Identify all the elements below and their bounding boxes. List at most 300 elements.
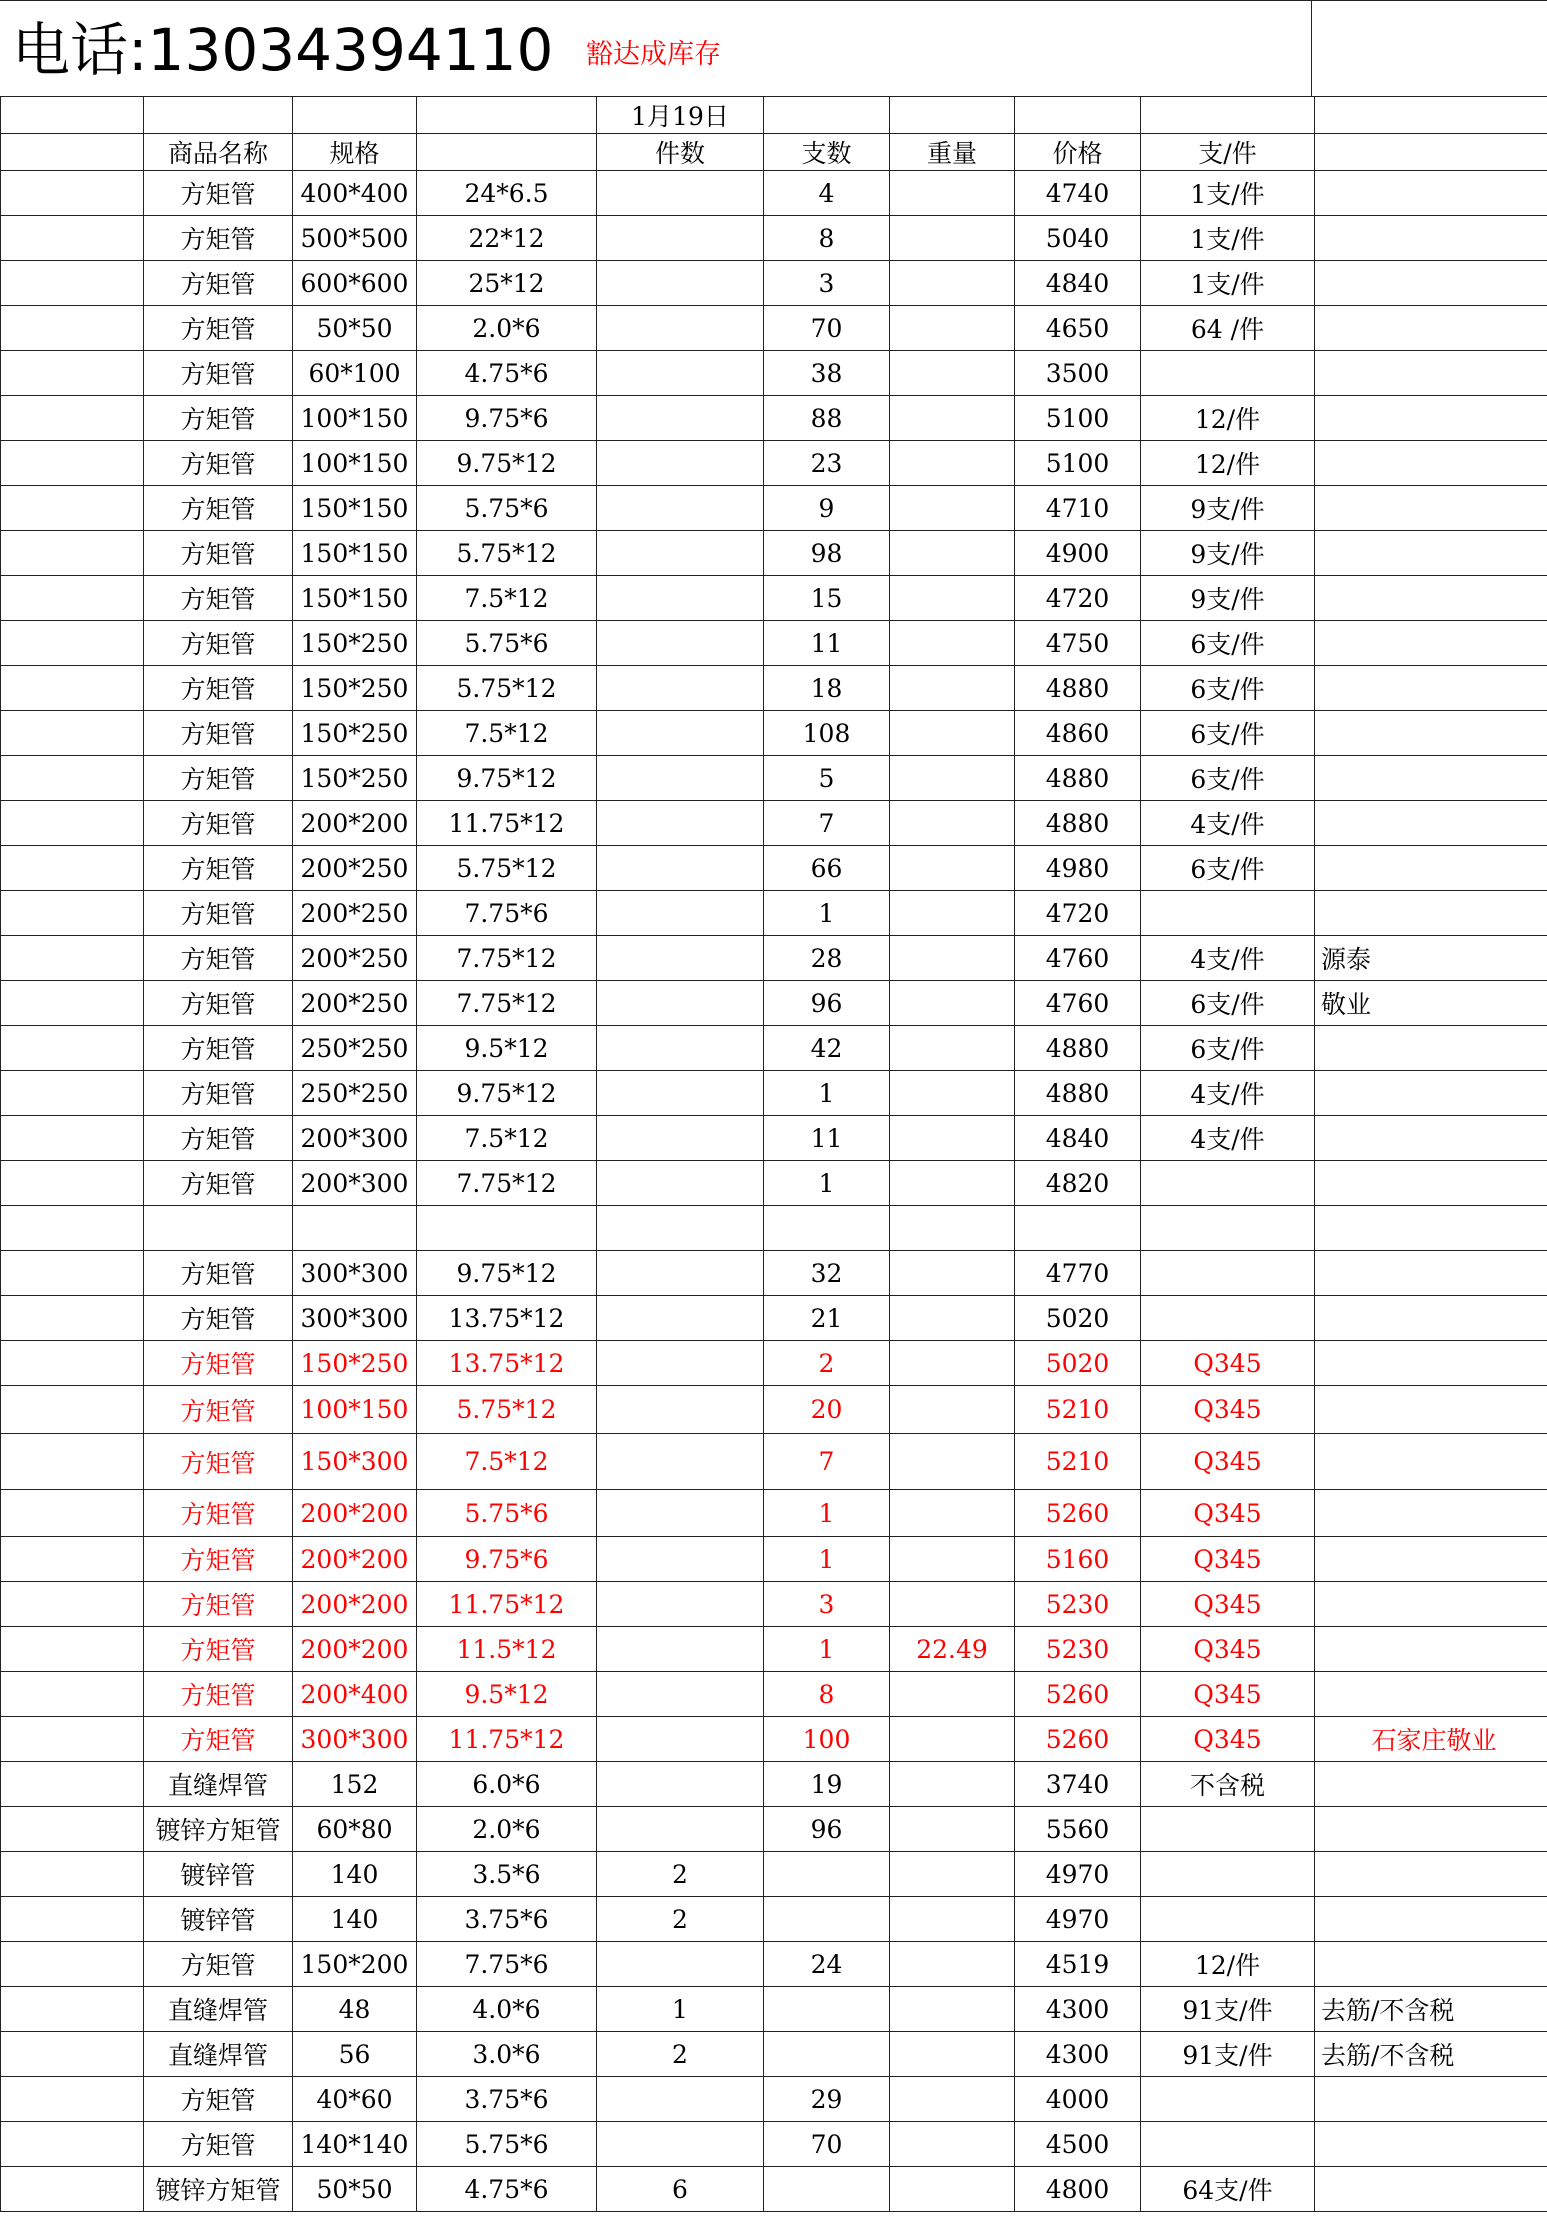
cell-size: 5.75*6 <box>417 2122 597 2167</box>
cell-pieces: 2 <box>597 1897 764 1942</box>
row-blank-cell <box>1 1296 144 1341</box>
cell-size: 11.75*12 <box>417 801 597 846</box>
cell-size: 4.75*6 <box>417 351 597 396</box>
cell-price: 4760 <box>1015 981 1141 1026</box>
row-blank-cell <box>1 666 144 711</box>
cell-note <box>1315 1341 1547 1386</box>
cell-note <box>1315 1582 1547 1627</box>
cell-name: 方矩管 <box>144 1672 293 1717</box>
cell-spec: 100*150 <box>293 441 417 486</box>
cell-count: 20 <box>764 1386 890 1434</box>
row-blank-cell <box>1 1762 144 1807</box>
empty-cell <box>293 97 417 134</box>
cell-per: 6支/件 <box>1141 846 1315 891</box>
table-row <box>1 171 1547 216</box>
cell-count: 1 <box>764 1161 890 1206</box>
cell-weight <box>890 486 1015 531</box>
cell-size: 7.5*12 <box>417 1434 597 1490</box>
cell-count: 28 <box>764 936 890 981</box>
row-blank-cell <box>1 621 144 666</box>
row-blank-cell <box>1 1206 144 1251</box>
cell-name: 方矩管 <box>144 621 293 666</box>
cell-weight <box>890 1434 1015 1490</box>
row-blank-cell <box>1 576 144 621</box>
cell-per: Q345 <box>1141 1717 1315 1762</box>
row-blank-cell <box>1 1672 144 1717</box>
cell-note <box>1315 1386 1547 1434</box>
cell-count: 7 <box>764 801 890 846</box>
cell-name: 方矩管 <box>144 711 293 756</box>
cell-count: 19 <box>764 1762 890 1807</box>
cell-per <box>1141 1296 1315 1341</box>
cell-size: 3.0*6 <box>417 2032 597 2077</box>
cell-pieces <box>597 216 764 261</box>
cell-pieces <box>597 351 764 396</box>
empty-cell <box>417 97 597 134</box>
cell-count: 66 <box>764 846 890 891</box>
cell-weight <box>890 711 1015 756</box>
cell-name: 方矩管 <box>144 846 293 891</box>
cell-size: 11.5*12 <box>417 1627 597 1672</box>
cell-per: 6支/件 <box>1141 711 1315 756</box>
cell-pieces <box>597 1807 764 1852</box>
cell-pieces <box>597 1071 764 1116</box>
cell-spec: 56 <box>293 2032 417 2077</box>
cell-per: 12/件 <box>1141 1942 1315 1987</box>
cell-name: 直缝焊管 <box>144 1987 293 2032</box>
cell-name: 方矩管 <box>144 1296 293 1341</box>
cell-weight <box>890 846 1015 891</box>
cell-count: 32 <box>764 1251 890 1296</box>
cell-note <box>1315 711 1547 756</box>
table-row <box>1 1116 1547 1161</box>
cell-pieces <box>597 2077 764 2122</box>
company-title: 豁达成库存 <box>586 39 721 70</box>
cell-pieces <box>597 261 764 306</box>
cell-note <box>1315 1490 1547 1537</box>
cell-price: 5160 <box>1015 1537 1141 1582</box>
cell-size: 5.75*12 <box>417 531 597 576</box>
cell-size: 7.75*6 <box>417 891 597 936</box>
cell-size: 13.75*12 <box>417 1296 597 1341</box>
cell-name: 方矩管 <box>144 936 293 981</box>
row-blank-cell <box>1 486 144 531</box>
row-blank-cell <box>1 891 144 936</box>
cell-pieces <box>597 1116 764 1161</box>
cell-name: 方矩管 <box>144 1161 293 1206</box>
cell-count: 1 <box>764 1537 890 1582</box>
cell-spec: 200*200 <box>293 1582 417 1627</box>
column-header: 规格 <box>293 134 417 171</box>
cell-note <box>1315 1627 1547 1672</box>
cell-name: 方矩管 <box>144 486 293 531</box>
cell-price: 4800 <box>1015 2167 1141 2212</box>
cell-per: Q345 <box>1141 1672 1315 1717</box>
cell-price: 4860 <box>1015 711 1141 756</box>
table-row <box>1 1296 1547 1341</box>
table-row <box>1 1026 1547 1071</box>
cell-weight <box>890 1251 1015 1296</box>
cell-size: 7.75*12 <box>417 936 597 981</box>
row-blank-cell <box>1 1717 144 1762</box>
cell-price: 4980 <box>1015 846 1141 891</box>
row-blank-cell <box>1 1161 144 1206</box>
column-header: 件数 <box>597 134 764 171</box>
table-row <box>1 216 1547 261</box>
cell-per: Q345 <box>1141 1341 1315 1386</box>
cell-note <box>1315 2122 1547 2167</box>
cell-count: 5 <box>764 756 890 801</box>
cell-name: 方矩管 <box>144 171 293 216</box>
table-row <box>1 981 1547 1026</box>
row-blank-cell <box>1 1852 144 1897</box>
cell-name: 方矩管 <box>144 216 293 261</box>
cell-pieces <box>597 936 764 981</box>
table-row <box>1 1987 1547 2032</box>
row-blank-cell <box>1 441 144 486</box>
cell-weight <box>890 2077 1015 2122</box>
cell-pieces <box>597 1434 764 1490</box>
cell-spec: 200*250 <box>293 981 417 1026</box>
cell-spec: 100*150 <box>293 396 417 441</box>
cell-size: 24*6.5 <box>417 171 597 216</box>
cell-weight <box>890 306 1015 351</box>
cell-weight <box>890 2167 1015 2212</box>
cell-count: 23 <box>764 441 890 486</box>
cell-price: 5230 <box>1015 1582 1141 1627</box>
row-blank-cell <box>1 2032 144 2077</box>
cell-per <box>1141 891 1315 936</box>
column-header <box>417 134 597 171</box>
cell-size: 9.75*12 <box>417 1251 597 1296</box>
cell-spec: 200*300 <box>293 1116 417 1161</box>
cell-spec: 250*250 <box>293 1071 417 1116</box>
cell-name <box>144 1206 293 1251</box>
cell-name: 方矩管 <box>144 1071 293 1116</box>
cell-size: 3.75*6 <box>417 2077 597 2122</box>
cell-pieces <box>597 1206 764 1251</box>
cell-size: 5.75*6 <box>417 1490 597 1537</box>
column-header: 支/件 <box>1141 134 1315 171</box>
cell-spec: 200*300 <box>293 1161 417 1206</box>
cell-per: 12/件 <box>1141 441 1315 486</box>
row-blank-cell <box>1 1942 144 1987</box>
cell-note <box>1315 1807 1547 1852</box>
cell-note <box>1315 2167 1547 2212</box>
cell-per <box>1141 1206 1315 1251</box>
cell-spec: 150*250 <box>293 621 417 666</box>
cell-note <box>1315 216 1547 261</box>
cell-spec: 60*100 <box>293 351 417 396</box>
cell-price: 4820 <box>1015 1161 1141 1206</box>
cell-pieces: 6 <box>597 2167 764 2212</box>
cell-size: 9.75*6 <box>417 396 597 441</box>
cell-count: 21 <box>764 1296 890 1341</box>
cell-pieces <box>597 756 764 801</box>
cell-weight <box>890 1762 1015 1807</box>
cell-weight <box>890 981 1015 1026</box>
cell-weight <box>890 1672 1015 1717</box>
cell-pieces: 1 <box>597 1987 764 2032</box>
cell-per: 6支/件 <box>1141 1026 1315 1071</box>
table-row <box>1 1386 1547 1434</box>
cell-price: 4840 <box>1015 1116 1141 1161</box>
cell-note <box>1315 441 1547 486</box>
cell-name: 方矩管 <box>144 261 293 306</box>
table-row <box>1 1627 1547 1672</box>
table-row <box>1 1717 1547 1762</box>
cell-spec: 140 <box>293 1897 417 1942</box>
cell-count: 15 <box>764 576 890 621</box>
cell-weight <box>890 2122 1015 2167</box>
empty-cell <box>144 97 293 134</box>
cell-note <box>1315 1071 1547 1116</box>
cell-spec: 140 <box>293 1852 417 1897</box>
cell-size: 25*12 <box>417 261 597 306</box>
cell-count: 42 <box>764 1026 890 1071</box>
row-blank-cell <box>1 1251 144 1296</box>
cell-price: 4519 <box>1015 1942 1141 1987</box>
cell-price: 5260 <box>1015 1490 1141 1537</box>
cell-note <box>1315 1296 1547 1341</box>
column-header: 支数 <box>764 134 890 171</box>
table-row <box>1 1434 1547 1490</box>
cell-price: 5210 <box>1015 1434 1141 1490</box>
empty-cell <box>1141 97 1315 134</box>
empty-cell <box>1015 97 1141 134</box>
cell-weight <box>890 666 1015 711</box>
table-row <box>1 1897 1547 1942</box>
cell-price: 4300 <box>1015 2032 1141 2077</box>
cell-size: 9.75*12 <box>417 1071 597 1116</box>
table-row <box>1 2167 1547 2212</box>
cell-name: 镀锌管 <box>144 1897 293 1942</box>
table-row <box>1 396 1547 441</box>
table-row <box>1 1672 1547 1717</box>
cell-name: 直缝焊管 <box>144 1762 293 1807</box>
table-row <box>1 1341 1547 1386</box>
cell-pieces <box>597 1341 764 1386</box>
cell-weight <box>890 1161 1015 1206</box>
row-blank-cell <box>1 711 144 756</box>
cell-note <box>1315 1852 1547 1897</box>
cell-count: 11 <box>764 621 890 666</box>
cell-per: 6支/件 <box>1141 756 1315 801</box>
cell-price: 4650 <box>1015 306 1141 351</box>
cell-spec: 150*250 <box>293 1341 417 1386</box>
empty-cell <box>1 97 144 134</box>
date-cell: 1月19日 <box>597 97 764 134</box>
cell-per: 6支/件 <box>1141 981 1315 1026</box>
row-blank-cell <box>1 2122 144 2167</box>
cell-count <box>764 1897 890 1942</box>
cell-note <box>1315 1762 1547 1807</box>
cell-price: 4000 <box>1015 2077 1141 2122</box>
cell-size: 9.5*12 <box>417 1026 597 1071</box>
row-blank-cell <box>1 801 144 846</box>
cell-per: 4支/件 <box>1141 801 1315 846</box>
cell-weight <box>890 1490 1015 1537</box>
row-blank-cell <box>1 351 144 396</box>
cell-count: 7 <box>764 1434 890 1490</box>
cell-count <box>764 1206 890 1251</box>
cell-name: 方矩管 <box>144 1386 293 1434</box>
cell-name: 镀锌管 <box>144 1852 293 1897</box>
cell-price: 5020 <box>1015 1341 1141 1386</box>
cell-price: 4880 <box>1015 1026 1141 1071</box>
cell-name: 镀锌方矩管 <box>144 1807 293 1852</box>
cell-count: 70 <box>764 306 890 351</box>
column-header <box>1 134 144 171</box>
cell-count: 38 <box>764 351 890 396</box>
cell-pieces <box>597 441 764 486</box>
cell-price: 4970 <box>1015 1852 1141 1897</box>
cell-name: 方矩管 <box>144 1582 293 1627</box>
cell-price: 5100 <box>1015 396 1141 441</box>
cell-price: 4880 <box>1015 1071 1141 1116</box>
cell-spec: 300*300 <box>293 1717 417 1762</box>
cell-pieces <box>597 1672 764 1717</box>
cell-spec: 150*200 <box>293 1942 417 1987</box>
column-header <box>1315 134 1547 171</box>
cell-per: Q345 <box>1141 1386 1315 1434</box>
cell-spec: 50*50 <box>293 2167 417 2212</box>
empty-cell <box>764 97 890 134</box>
cell-note <box>1315 531 1547 576</box>
cell-count: 9 <box>764 486 890 531</box>
table-row <box>1 1206 1547 1251</box>
cell-spec: 40*60 <box>293 2077 417 2122</box>
cell-price: 4880 <box>1015 666 1141 711</box>
table-row <box>1 1161 1547 1206</box>
cell-spec: 150*250 <box>293 756 417 801</box>
cell-weight <box>890 1071 1015 1116</box>
cell-weight <box>890 351 1015 396</box>
cell-weight <box>890 261 1015 306</box>
column-header: 商品名称 <box>144 134 293 171</box>
cell-pieces <box>597 1161 764 1206</box>
cell-weight <box>890 1026 1015 1071</box>
cell-spec: 150*150 <box>293 576 417 621</box>
cell-name: 方矩管 <box>144 1490 293 1537</box>
cell-note <box>1315 1206 1547 1251</box>
cell-weight <box>890 756 1015 801</box>
cell-per: 9支/件 <box>1141 486 1315 531</box>
cell-note <box>1315 576 1547 621</box>
table-row <box>1 1490 1547 1537</box>
cell-note <box>1315 1942 1547 1987</box>
cell-count <box>764 1852 890 1897</box>
row-blank-cell <box>1 531 144 576</box>
row-blank-cell <box>1 1897 144 1942</box>
cell-size: 5.75*6 <box>417 621 597 666</box>
cell-price <box>1015 1206 1141 1251</box>
cell-per <box>1141 1897 1315 1942</box>
cell-spec: 48 <box>293 1987 417 2032</box>
cell-note <box>1315 351 1547 396</box>
cell-price: 4760 <box>1015 936 1141 981</box>
cell-per: Q345 <box>1141 1582 1315 1627</box>
cell-pieces: 2 <box>597 1852 764 1897</box>
cell-count: 18 <box>764 666 890 711</box>
table-row <box>1 576 1547 621</box>
cell-name: 方矩管 <box>144 1116 293 1161</box>
table-row <box>1 1942 1547 1987</box>
row-blank-cell <box>1 396 144 441</box>
cell-spec: 140*140 <box>293 2122 417 2167</box>
cell-size: 5.75*6 <box>417 486 597 531</box>
cell-price: 5210 <box>1015 1386 1141 1434</box>
cell-size: 3.5*6 <box>417 1852 597 1897</box>
cell-note <box>1315 1026 1547 1071</box>
cell-per <box>1141 2122 1315 2167</box>
row-blank-cell <box>1 1490 144 1537</box>
cell-weight <box>890 531 1015 576</box>
cell-spec: 150*250 <box>293 666 417 711</box>
cell-pieces <box>597 801 764 846</box>
cell-name: 直缝焊管 <box>144 2032 293 2077</box>
row-blank-cell <box>1 2167 144 2212</box>
cell-count: 100 <box>764 1717 890 1762</box>
table-row <box>1 2077 1547 2122</box>
cell-spec: 300*300 <box>293 1251 417 1296</box>
cell-price: 3500 <box>1015 351 1141 396</box>
cell-count <box>764 2167 890 2212</box>
cell-per: 9支/件 <box>1141 531 1315 576</box>
cell-per: 1支/件 <box>1141 171 1315 216</box>
cell-name: 方矩管 <box>144 1434 293 1490</box>
cell-per <box>1141 351 1315 396</box>
table-row <box>1 2122 1547 2167</box>
cell-count: 3 <box>764 1582 890 1627</box>
cell-size: 13.75*12 <box>417 1341 597 1386</box>
cell-count: 1 <box>764 1627 890 1672</box>
cell-price: 4720 <box>1015 576 1141 621</box>
cell-per: 91支/件 <box>1141 2032 1315 2077</box>
cell-spec <box>293 1206 417 1251</box>
column-header: 重量 <box>890 134 1015 171</box>
table-row <box>1 1852 1547 1897</box>
table-row <box>1 2032 1547 2077</box>
cell-size: 7.5*12 <box>417 576 597 621</box>
cell-size: 5.75*12 <box>417 666 597 711</box>
row-blank-cell <box>1 1627 144 1672</box>
cell-size: 7.75*12 <box>417 1161 597 1206</box>
cell-weight <box>890 1116 1015 1161</box>
cell-per <box>1141 1251 1315 1296</box>
cell-weight <box>890 1942 1015 1987</box>
cell-note <box>1315 396 1547 441</box>
table-row <box>1 486 1547 531</box>
cell-note <box>1315 756 1547 801</box>
cell-price: 4900 <box>1015 531 1141 576</box>
cell-name: 方矩管 <box>144 1942 293 1987</box>
table-row <box>1 621 1547 666</box>
table-row <box>1 846 1547 891</box>
cell-per <box>1141 2077 1315 2122</box>
cell-count: 88 <box>764 396 890 441</box>
cell-size: 9.5*12 <box>417 1672 597 1717</box>
cell-spec: 60*80 <box>293 1807 417 1852</box>
cell-note <box>1315 261 1547 306</box>
cell-pieces <box>597 666 764 711</box>
cell-per: 不含税 <box>1141 1762 1315 1807</box>
cell-name: 方矩管 <box>144 801 293 846</box>
cell-count: 96 <box>764 981 890 1026</box>
cell-per: 4支/件 <box>1141 936 1315 981</box>
phone-number: 电话:13034394110 <box>12 16 554 84</box>
table-row <box>1 1537 1547 1582</box>
